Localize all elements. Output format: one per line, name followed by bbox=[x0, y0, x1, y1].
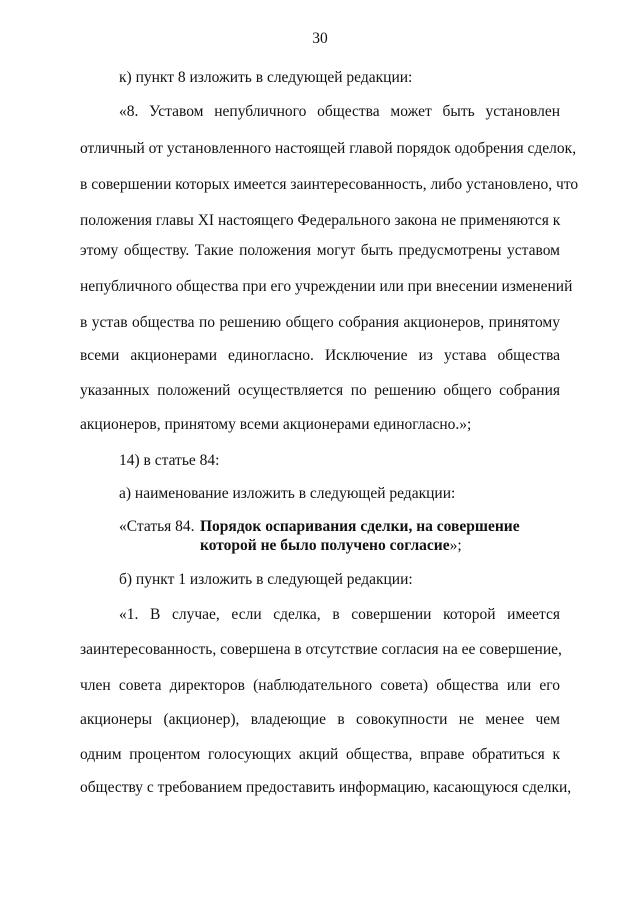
article-title-text: которой не было получено согласие bbox=[200, 537, 450, 554]
paragraph-line: акционеров, принятому всеми акционерами единогласно.»; bbox=[80, 416, 472, 433]
paragraph-line: отличный от установленного настоящей главой порядок одобрения сделок, bbox=[80, 140, 577, 157]
paragraph-line: этому обществу. Такие положения могут быть предусмотрены уставом bbox=[80, 242, 560, 259]
paragraph-line: а) наименование изложить в следующей редакции: bbox=[119, 485, 456, 502]
paragraph-line: к) пункт 8 изложить в следующей редакции: bbox=[119, 69, 413, 86]
article-title-end: »; bbox=[449, 537, 462, 554]
paragraph-line: акционеры (акционер), владеющие в совокупности не менее чем bbox=[80, 711, 560, 728]
paragraph-line: «8. Уставом непубличного общества может быть установлен bbox=[119, 103, 560, 120]
paragraph-line: одним процентом голосующих акций общества, вправе обратиться к bbox=[80, 746, 560, 763]
article-title-line bbox=[200, 537, 462, 555]
article-title-line: Порядок оспаривания сделки, на совершение bbox=[200, 518, 520, 535]
page-number: 30 bbox=[312, 30, 328, 47]
article-label: «Статья 84. bbox=[119, 518, 195, 535]
paragraph-line: 14) в статье 84: bbox=[119, 452, 220, 469]
paragraph-line: указанных положений осуществляется по решению общего собрания bbox=[80, 382, 560, 399]
paragraph-line: в совершении которых имеется заинтересованность, либо установлено, что bbox=[80, 176, 579, 193]
paragraph-line: член совета директоров (наблюдательного совета) общества или его bbox=[80, 677, 560, 694]
paragraph-line: «1. В случае, если сделка, в совершении которой имеется bbox=[119, 606, 560, 623]
paragraph-line: непубличного общества при его учреждении или при внесении изменений bbox=[80, 278, 573, 295]
paragraph-line: в устав общества по решению общего собрания акционеров, принятому bbox=[80, 314, 560, 331]
paragraph-line: заинтересованность, совершена в отсутствие согласия на ее совершение, bbox=[80, 641, 562, 658]
paragraph-line: б) пункт 1 изложить в следующей редакции: bbox=[119, 571, 413, 588]
paragraph-line: обществу с требованием предоставить информацию, касающуюся сделки, bbox=[80, 779, 572, 796]
paragraph-line: всеми акционерами единогласно. Исключение из устава общества bbox=[80, 347, 560, 364]
paragraph-line: положения главы XI настоящего Федерального закона не применяются к bbox=[80, 212, 561, 229]
